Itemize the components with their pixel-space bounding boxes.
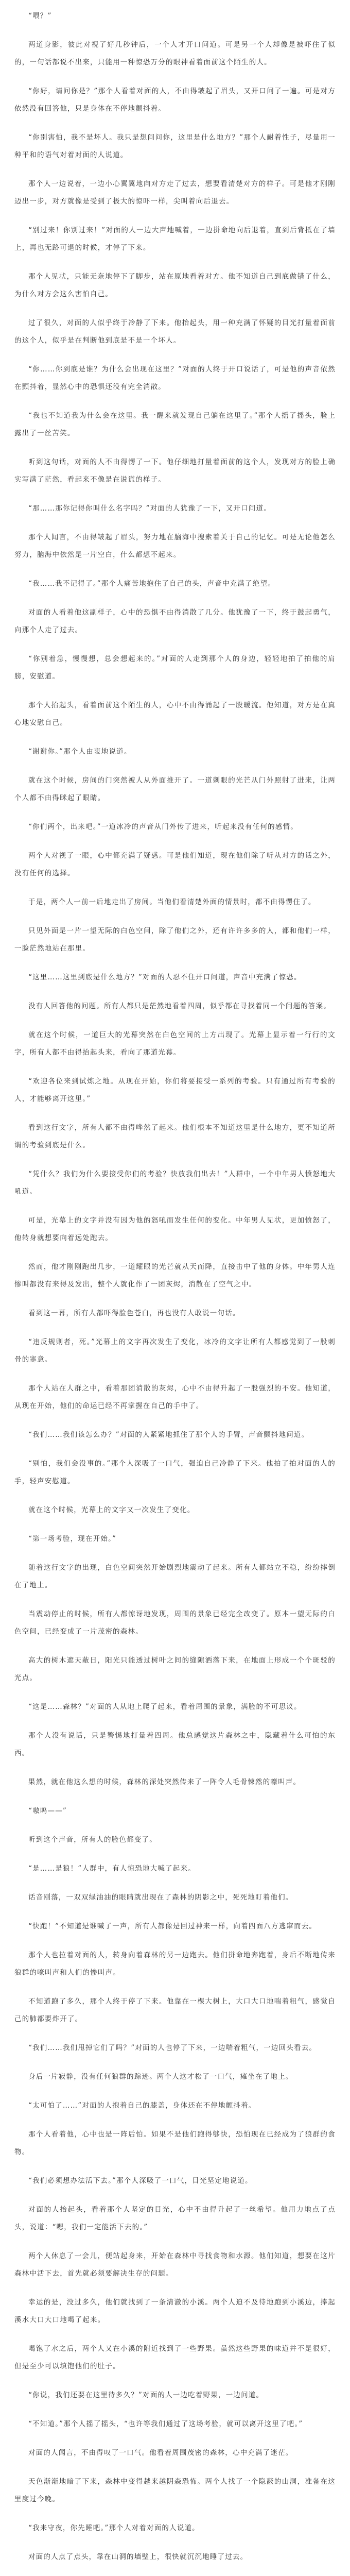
paragraph: 于是，两个人一前一后地走出了房间。当他们看清楚外面的情景时，都不由得愣住了。 xyxy=(28,898,316,906)
paragraph: “我也不知道我为什么会在这里。我一醒来就发现自己躺在这里了。”那个人摇了摇头，脸上露出了一丝苦笑。 xyxy=(14,412,336,437)
paragraph: “凭什么？我们为什么要接受你们的考验？快放我们出去！”人群中，一个中年男人愤怒地大吼道。 xyxy=(14,1170,336,1196)
paragraph: 喝饱了水之后，两个人又在小溪的附近找到了一些野果。虽然这些野果的味道并不是很好，但是至少可以填饱他们的肚子。 xyxy=(14,2345,336,2370)
paragraph: “你们两个，出来吧。”一道冰冷的声音从门外传了进来，听起来没有任何的感情。 xyxy=(28,823,298,831)
paragraph: 看到这行文字，所有人都不由得哗然了起来。他们根本不知道这里是什么地方，更不知道所谓的考验到底是什么。 xyxy=(14,1124,336,1149)
paragraph: 那个人没有说话，只是警惕地打量着四周。他总感觉这片森林之中，隐藏着什么可怕的东西。 xyxy=(14,1732,336,1757)
paragraph: 看到这一幕，所有人都吓得脸色苍白，再也没有人敢说一句话。 xyxy=(28,1309,240,1317)
paragraph: 那个人见状，只能无奈地停下了脚步，站在原地看着对方。他不知道自己到底做错了什么，为什么对方会这么害怕自己。 xyxy=(14,273,336,298)
paragraph: 对面的人看着他这副样子，心中的恐惧不由得消散了几分。他犹豫了一下，终于鼓起勇气，向那个人走了过去。 xyxy=(14,608,336,634)
paragraph: “我……我不记得了。”那个人痛苦地抱住了自己的头，声音中充满了绝望。 xyxy=(28,580,275,588)
paragraph: “这里……这里到底是什么地方？”对面的人忍不住开口问道，声音中充满了惊恐。 xyxy=(28,973,302,981)
paragraph: 随着这行文字的出现，白色空间突然开始剧烈地震动了起来。所有人都站立不稳，纷纷摔倒在了地上。 xyxy=(14,1564,336,1589)
paragraph: 当震动停止的时候，所有人都惊讶地发现，周围的景象已经完全改变了。原本一望无际的白色空间，已经变成了一片茂密的森林。 xyxy=(14,1610,336,1636)
paragraph: 两个人休息了一会儿，便站起身来，开始在森林中寻找食物和水源。他们知道，想要在这片森林中活下去，首先就必须要解决生存的问题。 xyxy=(14,2252,336,2278)
paragraph: “别怕，我们会没事的。”那个人深吸了一口气，强迫自己冷静了下来。他拍了拍对面的人的手，轻声安慰道。 xyxy=(14,1460,336,1485)
paragraph: 两个人对视了一眼，心中都充满了疑惑。可是他们知道，现在他们除了听从对方的话之外，没有任何的选择。 xyxy=(14,852,336,877)
paragraph: “我来守夜，你先睡吧。”那个人对着对面的人说道。 xyxy=(28,2524,200,2532)
paragraph: 对面的人点了点头，靠在山洞的墙壁上，很快就沉沉地睡了过去。 xyxy=(28,2553,248,2561)
paragraph: “快跑！”不知道是谁喊了一声，所有人都像是回过神来一样，向着四面八方逃窜而去。 xyxy=(28,1922,317,1930)
paragraph: “第一场考验，现在开始。” xyxy=(28,1535,117,1543)
paragraph: 只见外面是一片一望无际的白色空间，除了他们之外，还有许许多多的人，都和他们一样，一脸茫然地站在那里。 xyxy=(14,927,336,953)
paragraph: “欢迎各位来到试炼之地。从现在开始，你们将要接受一系列的考验。只有通过所有考验的人，才能够离开这里。” xyxy=(14,1077,336,1103)
paragraph: 就在这个时候，房间的门突然被人从外面推开了。一道刺眼的光芒从门外照射了进来，让两个人都不由得眯起了眼睛。 xyxy=(14,776,336,802)
paragraph: 那个人也拉着对面的人，转身向着森林的另一边跑去。他们拼命地奔跑着，身后不断地传来狼群的嚎叫声和人们的惨叫声。 xyxy=(14,1951,336,1977)
paragraph: 那个人看着他，心中也是一阵后怕。如果不是他们跑得够快，恐怕现在已经成为了狼群的食物。 xyxy=(14,2130,336,2156)
paragraph: 听到这句话，对面的人不由得愣了一下。他仔细地打量着面前的这个人，发现对方的脸上确实写满了茫然，看起来不像是在说谎的样子。 xyxy=(14,458,336,484)
paragraph: “是……是狼！”人群中，有人惊恐地大喊了起来。 xyxy=(28,1865,196,1873)
paragraph: “我们……我们该怎么办？”对面的人紧紧地抓住了那个人的手臂，声音颤抖地问道。 xyxy=(28,1431,309,1439)
paragraph: 过了很久，对面的人似乎终于冷静了下来。他抬起头，用一种充满了怀疑的目光打量着面前的这个人，似乎是在判断他到底是不是一个坏人。 xyxy=(14,319,336,345)
paragraph: 然而，他才刚刚跑出几步，一道耀眼的光芒就从天而降，直接击中了他的身体。中年男人连惨叫都没有来得及发出，整个人就化作了一团灰烬，消散在了空气之中。 xyxy=(14,1263,336,1289)
paragraph: 那个人站在人群之中，看着那团消散的灰烬，心中不由得升起了一股强烈的不安。他知道，从现在开始，他们的命运已经不再掌握在自己的手中了。 xyxy=(14,1384,336,1410)
paragraph: 听到这个声音，所有人的脸色都变了。 xyxy=(28,1836,157,1844)
paragraph: “你好，请问你是？”那个人看着对面的人，不由得皱起了眉头，又开口问了一遍。可是对方依然没有回答他，只是身体在不停地颤抖着。 xyxy=(14,87,336,113)
paragraph: 两道身影，彼此对视了好几秒钟后，一个人才开口问道。可是另一个人却像是被吓住了似的，一句话都说不出来，只能用一种惊恐万分的眼神看着面前这个陌生的人。 xyxy=(14,41,336,66)
paragraph: “你别害怕，我不是坏人。我只是想问问你，这里是什么地方？”那个人耐着性子，尽量用一种平和的语气对着对面的人说道。 xyxy=(14,133,336,159)
paragraph: 就在这个时候，一道巨大的光幕突然在白色空间的上方出现了。光幕上显示着一行行的文字，所有人都不由得抬起头来，看向了那道光幕。 xyxy=(14,1031,336,1057)
paragraph: 果然，就在他这么想的时候，森林的深处突然传来了一阵令人毛骨悚然的嚎叫声。 xyxy=(28,1778,301,1786)
paragraph: 那个人一边说着，一边小心翼翼地向对方走了过去，想要看清楚对方的样子。可是他才刚刚迈出一步，对方就像是受到了极大的惊吓一样，尖叫着向后退去。 xyxy=(14,180,336,206)
paragraph: “你……你到底是谁？为什么会出现在这里？”对面的人终于开口说话了，可是他的声音依然在颤抖着，显然心中的恐惧还没有完全消散。 xyxy=(14,365,336,391)
paragraph: 幸运的是，没过多久，他们就找到了一条清澈的小溪。两个人迫不及待地跑到小溪边，捧起溪水大口大口地喝了起来。 xyxy=(14,2298,336,2324)
paragraph: 就在这个时候，光幕上的文字又一次发生了变化。 xyxy=(28,1506,195,1514)
paragraph: 高大的树木遮天蔽日，阳光只能透过树叶之间的缝隙洒落下来，在地面上形成一个个斑驳的光点。 xyxy=(14,1656,336,1682)
paragraph: 可是，光幕上的文字并没有因为他的怒吼而发生任何的变化。中年男人见状，更加愤怒了，他转身就想要向着远处跑去。 xyxy=(14,1216,336,1242)
paragraph: 身后一片寂静，没有任何狼群的踪迹。两个人这才松了一口气，瘫坐在了地上。 xyxy=(28,2073,293,2081)
paragraph: 天色渐渐地暗了下来，森林中变得越来越阴森恐怖。两个人找了一个隐蔽的山洞，准备在这里度过今晚。 xyxy=(14,2478,336,2503)
paragraph: “你别着急，慢慢想，总会想起来的。”对面的人走到那个人的身边，轻轻地拍了拍他的肩膀，安慰道。 xyxy=(14,655,336,681)
paragraph: 对面的人闻言，不由得叹了一口气。他看着周围茂密的森林，心中充满了迷茫。 xyxy=(28,2449,293,2457)
paragraph: “别过来！你别过来！”对面的人一边大声地喊着，一边拼命地向后退着，直到后背抵在了墙上，再也无路可退的时候，才停了下来。 xyxy=(14,226,336,252)
paragraph: 没有人回答他的问题。所有人都只是茫然地看着四周，似乎都在寻找着同一个问题的答案。 xyxy=(28,1002,331,1010)
paragraph: “我们必须想办法活下去。”那个人深吸了一口气，目光坚定地说道。 xyxy=(28,2177,253,2185)
paragraph: “这是……森林？”对面的人从地上爬了起来，看着周围的景象，满脸的不可思议。 xyxy=(28,1703,302,1711)
paragraph: “不知道。”那个人摇了摇头，“也许等我们通过了这场考验，就可以离开这里了吧。” xyxy=(28,2420,303,2428)
paragraph: “谢谢你。”那个人由衷地说道。 xyxy=(28,748,132,756)
paragraph: “嗷呜——” xyxy=(28,1807,67,1815)
paragraph: 话音刚落，一双双绿油油的眼睛就出现在了森林的阴影之中，死死地盯着他们。 xyxy=(28,1893,293,1902)
paragraph: “那……那你记得你叫什么名字吗？”对面的人犹豫了一下，又开口问道。 xyxy=(28,504,271,513)
paragraph: “我们……我们甩掉它们了吗？”对面的人也停了下来，一边喘着粗气，一边回头看去。 xyxy=(28,2044,317,2052)
paragraph: 那个人闻言，不由得皱起了眉头，努力地在脑海中搜索着关于自己的记忆。可是无论他怎么努力，脑海中依然是一片空白，什么都想不起来。 xyxy=(14,533,336,559)
paragraph: “喂？” xyxy=(28,12,52,20)
paragraph: “太可怕了……”对面的人抱着自己的膝盖，身体还在不停地颤抖着。 xyxy=(28,2102,256,2110)
paragraph: “违反规则者，死。”光幕上的文字再次发生了变化，冰冷的文字让所有人都感觉到了一股刺骨的寒意。 xyxy=(14,1338,336,1364)
paragraph: 对面的人抬起头，看着那个人坚定的目光，心中不由得升起了一丝希望。他用力地点了点头，说道：“嗯，我们一定能活下去的。” xyxy=(14,2206,336,2231)
paragraph: “你说，我们还要在这里待多久？”对面的人一边吃着野果，一边问道。 xyxy=(28,2391,264,2399)
paragraph: 不知道跑了多久，那个人终于停了下来。他靠在一棵大树上，大口大口地喘着粗气，感觉自己的肺都要炸开了。 xyxy=(14,1997,336,2023)
paragraph: 那个人抬起头，看着面前这个陌生的人，心中不由得涌起了一股暖流。他知道，对方是在真心地安慰自己。 xyxy=(14,701,336,727)
